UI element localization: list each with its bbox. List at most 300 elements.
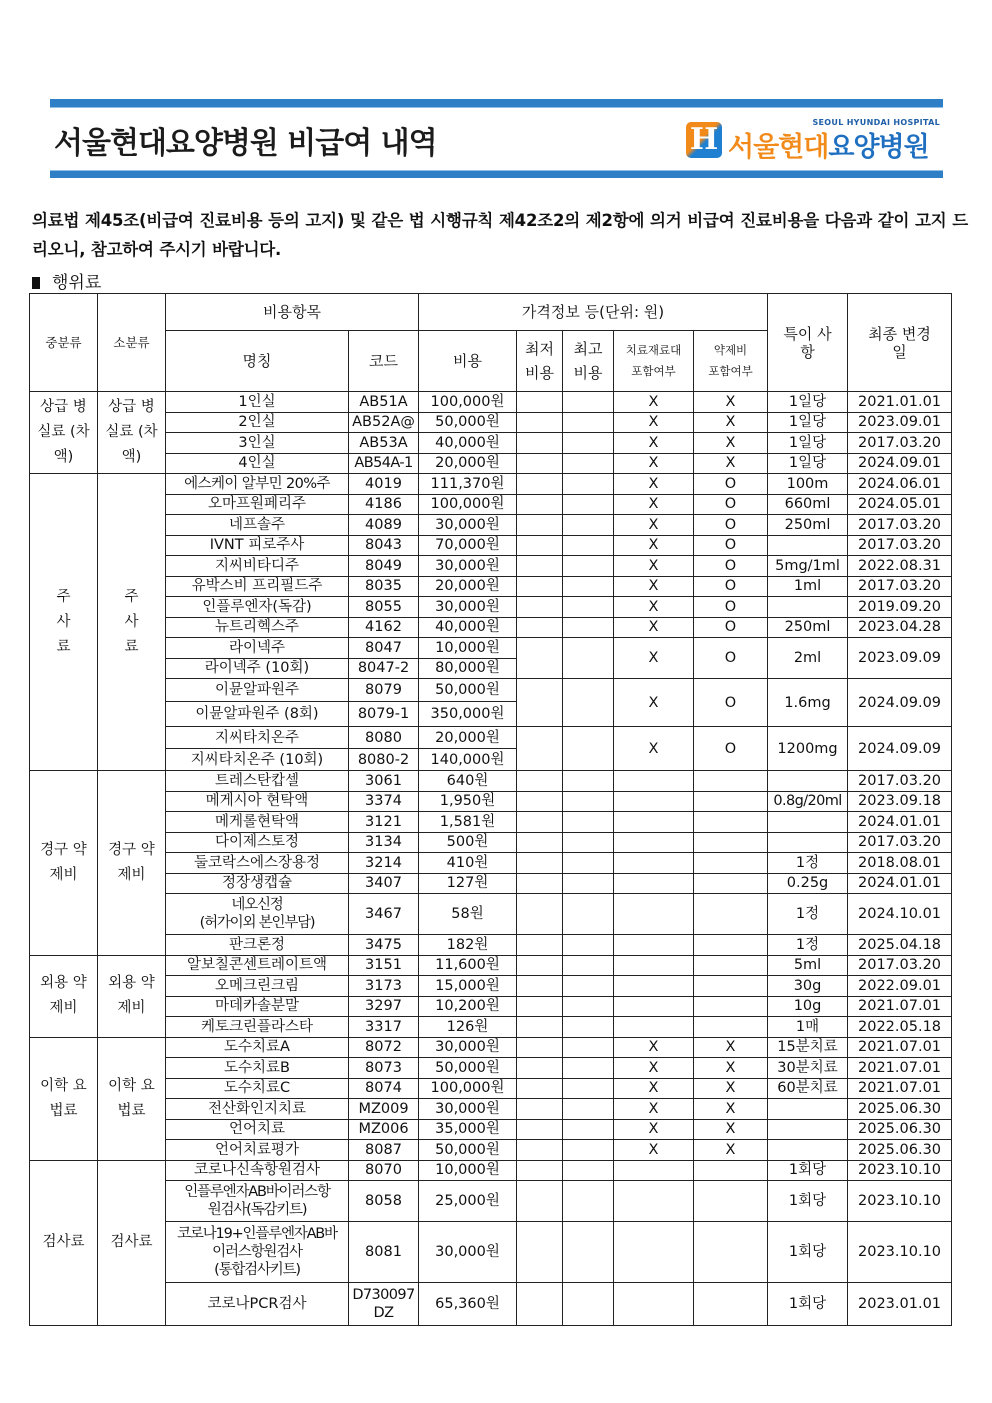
- special-note-cell: 660ml: [768, 494, 848, 515]
- item-name-cell: 도수치료A: [166, 1037, 349, 1058]
- max-cost-cell: [563, 556, 614, 577]
- updated-date-cell: 2023.09.18: [848, 791, 952, 812]
- drug-included-cell: X: [694, 1037, 768, 1058]
- special-note-cell: 250ml: [768, 515, 848, 536]
- drug-included-cell: X: [694, 1058, 768, 1079]
- table-row: [30, 1222, 952, 1283]
- max-cost-cell: [563, 1037, 614, 1058]
- item-cost-cell: 30,000원: [419, 597, 517, 618]
- min-cost-cell: [517, 535, 563, 556]
- item-name-cell: 에스케이 알부민 20%주: [166, 474, 349, 495]
- max-cost-cell: [563, 576, 614, 597]
- material-included-cell: [614, 1283, 694, 1326]
- item-code-cell: MZ009: [349, 1099, 419, 1120]
- max-cost-cell: [563, 453, 614, 474]
- item-cost-cell: 20,000원: [419, 453, 517, 474]
- special-note-cell: 1.6mg: [768, 679, 848, 727]
- item-name-cell: 다이제스토정: [166, 832, 349, 853]
- special-note-cell: 1ml: [768, 576, 848, 597]
- item-code-cell: 8049: [349, 556, 419, 577]
- item-code-cell: MZ006: [349, 1119, 419, 1140]
- table-row: [30, 474, 952, 495]
- max-cost-cell: [563, 617, 614, 638]
- drug-included-cell: [694, 873, 768, 894]
- minor-category-cell: 이학 요법료: [98, 1037, 166, 1160]
- special-note-cell: 1회당: [768, 1181, 848, 1222]
- min-cost-cell: [517, 1181, 563, 1222]
- updated-date-cell: 2022.08.31: [848, 556, 952, 577]
- min-cost-cell: [517, 1078, 563, 1099]
- updated-date-cell: 2023.09.01: [848, 412, 952, 433]
- col-header-name: 명칭: [166, 331, 349, 392]
- special-note-cell: 2ml: [768, 638, 848, 679]
- item-code-cell: 3317: [349, 1017, 419, 1038]
- special-note-cell: 5mg/1ml: [768, 556, 848, 577]
- table-row: [30, 638, 952, 659]
- table-row: [30, 996, 952, 1017]
- item-name-cell: 오메크린크림: [166, 976, 349, 997]
- updated-date-cell: 2024.09.09: [848, 727, 952, 771]
- special-note-cell: 1일당: [768, 412, 848, 433]
- material-included-cell: X: [614, 1140, 694, 1161]
- minor-category-cell: 상급 병실료 (차액): [98, 392, 166, 474]
- item-code-cell: 3121: [349, 812, 419, 833]
- max-cost-cell: [563, 812, 614, 833]
- drug-included-cell: [694, 771, 768, 792]
- min-cost-cell: [517, 1160, 563, 1181]
- item-name-cell: 도수치료C: [166, 1078, 349, 1099]
- drug-included-cell: [694, 791, 768, 812]
- table-row: [30, 727, 952, 749]
- logo-english-name: SEOUL HYUNDAI HOSPITAL: [812, 118, 940, 127]
- notice-paragraph: 의료법 제45조(비급여 진료비용 등의 고지) 및 같은 법 시행규칙 제42조2의 제2항에 의거 비급여 진료비용을 다음과 같이 고지 드리오니, 참고하여 주시기 바랍니다.: [32, 211, 968, 259]
- material-included-cell: X: [614, 1078, 694, 1099]
- drug-included-cell: [694, 1181, 768, 1222]
- updated-date-cell: 2021.07.01: [848, 1058, 952, 1079]
- item-cost-cell: 50,000원: [419, 1140, 517, 1161]
- special-note-cell: [768, 771, 848, 792]
- min-cost-cell: [517, 873, 563, 894]
- max-cost-cell: [563, 976, 614, 997]
- item-code-cell: 4186: [349, 494, 419, 515]
- updated-date-cell: 2017.03.20: [848, 832, 952, 853]
- special-note-cell: 0.25g: [768, 873, 848, 894]
- item-code-cell: 3134: [349, 832, 419, 853]
- item-name-cell: 인플루엔자(독감): [166, 597, 349, 618]
- item-name-cell: 지씨타치온주 (10회): [166, 749, 349, 771]
- item-cost-cell: 15,000원: [419, 976, 517, 997]
- material-included-cell: [614, 832, 694, 853]
- item-cost-cell: 30,000원: [419, 1037, 517, 1058]
- special-note-cell: 0.8g/20ml: [768, 791, 848, 812]
- item-code-cell: 8047-2: [349, 658, 419, 679]
- col-header-drug-incl: 약제비 포함여부: [694, 331, 768, 392]
- drug-included-cell: [694, 853, 768, 874]
- item-cost-cell: 80,000원: [419, 658, 517, 679]
- item-code-cell: 8070: [349, 1160, 419, 1181]
- major-category-cell: 주 사 료: [30, 474, 98, 771]
- item-cost-cell: 70,000원: [419, 535, 517, 556]
- material-included-cell: X: [614, 494, 694, 515]
- material-included-cell: X: [614, 1058, 694, 1079]
- min-cost-cell: [517, 812, 563, 833]
- min-cost-cell: [517, 976, 563, 997]
- material-included-cell: [614, 1181, 694, 1222]
- material-included-cell: [614, 935, 694, 956]
- drug-included-cell: [694, 976, 768, 997]
- updated-date-cell: 2024.09.09: [848, 679, 952, 727]
- special-note-cell: [768, 812, 848, 833]
- updated-date-cell: 2024.10.01: [848, 894, 952, 935]
- max-cost-cell: [563, 996, 614, 1017]
- special-note-cell: [768, 832, 848, 853]
- item-name-cell: 정장생캡슐: [166, 873, 349, 894]
- item-code-cell: 4089: [349, 515, 419, 536]
- item-code-cell: 3214: [349, 853, 419, 874]
- min-cost-cell: [517, 679, 563, 727]
- drug-included-cell: O: [694, 638, 768, 679]
- col-header-min-cost: 최저 비용: [517, 331, 563, 392]
- col-header-updated: 최종 변경일: [848, 294, 952, 392]
- item-cost-cell: 40,000원: [419, 433, 517, 454]
- updated-date-cell: 2025.06.30: [848, 1119, 952, 1140]
- item-code-cell: 4162: [349, 617, 419, 638]
- drug-included-cell: O: [694, 597, 768, 618]
- updated-date-cell: 2023.10.10: [848, 1160, 952, 1181]
- drug-included-cell: X: [694, 433, 768, 454]
- min-cost-cell: [517, 392, 563, 413]
- special-note-cell: 5ml: [768, 955, 848, 976]
- min-cost-cell: [517, 638, 563, 679]
- item-cost-cell: 100,000원: [419, 1078, 517, 1099]
- item-cost-cell: 1,581원: [419, 812, 517, 833]
- min-cost-cell: [517, 433, 563, 454]
- logo-korean-name: [728, 125, 929, 164]
- drug-included-cell: X: [694, 453, 768, 474]
- item-cost-cell: 126원: [419, 1017, 517, 1038]
- material-included-cell: X: [614, 597, 694, 618]
- item-name-cell: 코로나19+인플루엔자AB바 이러스항원검사 (통합검사키트): [166, 1222, 349, 1283]
- drug-included-cell: O: [694, 576, 768, 597]
- max-cost-cell: [563, 771, 614, 792]
- max-cost-cell: [563, 832, 614, 853]
- drug-included-cell: X: [694, 1078, 768, 1099]
- item-name-cell: 전산화인지치료: [166, 1099, 349, 1120]
- material-included-cell: [614, 791, 694, 812]
- special-note-cell: 30분치료: [768, 1058, 848, 1079]
- min-cost-cell: [517, 556, 563, 577]
- item-name-cell: 언어치료평가: [166, 1140, 349, 1161]
- updated-date-cell: 2021.01.01: [848, 392, 952, 413]
- updated-date-cell: 2017.03.20: [848, 515, 952, 536]
- item-name-cell: IVNT 피로주사: [166, 535, 349, 556]
- updated-date-cell: 2019.09.20: [848, 597, 952, 618]
- item-cost-cell: 350,000원: [419, 702, 517, 727]
- material-included-cell: X: [614, 556, 694, 577]
- drug-included-cell: X: [694, 412, 768, 433]
- min-cost-cell: [517, 1099, 563, 1120]
- min-cost-cell: [517, 515, 563, 536]
- updated-date-cell: 2023.04.28: [848, 617, 952, 638]
- item-name-cell: 트레스탄캅셀: [166, 771, 349, 792]
- item-name-cell: 2인실: [166, 412, 349, 433]
- updated-date-cell: 2022.05.18: [848, 1017, 952, 1038]
- updated-date-cell: 2023.01.01: [848, 1283, 952, 1326]
- minor-category-cell: 주 사 료: [98, 474, 166, 771]
- table-row: [30, 976, 952, 997]
- material-included-cell: [614, 1160, 694, 1181]
- item-code-cell: 8073: [349, 1058, 419, 1079]
- fee-table-body: [30, 392, 952, 1326]
- section-title: 행위료: [52, 273, 102, 293]
- table-row: [30, 679, 952, 702]
- updated-date-cell: 2021.07.01: [848, 1037, 952, 1058]
- item-name-cell: 판크론정: [166, 935, 349, 956]
- min-cost-cell: [517, 1140, 563, 1161]
- drug-included-cell: [694, 894, 768, 935]
- special-note-cell: 15분치료: [768, 1037, 848, 1058]
- item-cost-cell: 30,000원: [419, 1099, 517, 1120]
- table-row: [30, 515, 952, 536]
- special-note-cell: 1정: [768, 935, 848, 956]
- table-row: [30, 1119, 952, 1140]
- item-name-cell: 4인실: [166, 453, 349, 474]
- item-name-cell: 3인실: [166, 433, 349, 454]
- updated-date-cell: 2017.03.20: [848, 576, 952, 597]
- material-included-cell: X: [614, 474, 694, 495]
- special-note-cell: [768, 597, 848, 618]
- item-name-cell: 네프솔주: [166, 515, 349, 536]
- item-code-cell: 8072: [349, 1037, 419, 1058]
- drug-included-cell: [694, 996, 768, 1017]
- min-cost-cell: [517, 727, 563, 771]
- table-row: [30, 955, 952, 976]
- item-cost-cell: 35,000원: [419, 1119, 517, 1140]
- table-row: [30, 1078, 952, 1099]
- material-included-cell: X: [614, 412, 694, 433]
- updated-date-cell: 2023.09.09: [848, 638, 952, 679]
- col-header-code: 코드: [349, 331, 419, 392]
- drug-included-cell: O: [694, 727, 768, 771]
- max-cost-cell: [563, 679, 614, 727]
- material-included-cell: [614, 853, 694, 874]
- item-code-cell: 3374: [349, 791, 419, 812]
- table-row: [30, 433, 952, 454]
- col-header-price-info: 가격정보 등(단위: 원): [419, 294, 768, 331]
- material-included-cell: [614, 955, 694, 976]
- min-cost-cell: [517, 894, 563, 935]
- table-row: [30, 812, 952, 833]
- table-row: [30, 873, 952, 894]
- drug-included-cell: O: [694, 474, 768, 495]
- special-note-cell: 60분치료: [768, 1078, 848, 1099]
- table-row: [30, 494, 952, 515]
- min-cost-cell: [517, 935, 563, 956]
- item-name-cell: 네오신정 (허가이외 본인부담): [166, 894, 349, 935]
- material-included-cell: [614, 873, 694, 894]
- drug-included-cell: [694, 1222, 768, 1283]
- drug-included-cell: [694, 832, 768, 853]
- updated-date-cell: 2025.04.18: [848, 935, 952, 956]
- item-cost-cell: 111,370원: [419, 474, 517, 495]
- material-included-cell: X: [614, 535, 694, 556]
- max-cost-cell: [563, 935, 614, 956]
- max-cost-cell: [563, 853, 614, 874]
- max-cost-cell: [563, 791, 614, 812]
- table-row: [30, 576, 952, 597]
- item-cost-cell: 410원: [419, 853, 517, 874]
- item-code-cell: AB52A@: [349, 412, 419, 433]
- item-name-cell: 이뮨알파원주 (8회): [166, 702, 349, 727]
- table-row: [30, 597, 952, 618]
- min-cost-cell: [517, 576, 563, 597]
- major-category-cell: 상급 병실료 (차액): [30, 392, 98, 474]
- item-cost-cell: 25,000원: [419, 1181, 517, 1222]
- material-included-cell: X: [614, 433, 694, 454]
- item-cost-cell: 20,000원: [419, 727, 517, 749]
- logo-name-part2: 요양병원: [828, 132, 929, 163]
- item-cost-cell: 30,000원: [419, 515, 517, 536]
- updated-date-cell: 2025.06.30: [848, 1099, 952, 1120]
- updated-date-cell: 2024.01.01: [848, 812, 952, 833]
- material-included-cell: X: [614, 515, 694, 536]
- item-cost-cell: 140,000원: [419, 749, 517, 771]
- special-note-cell: 1정: [768, 894, 848, 935]
- item-cost-cell: 100,000원: [419, 392, 517, 413]
- item-name-cell: 유박스비 프리필드주: [166, 576, 349, 597]
- special-note-cell: 1정: [768, 853, 848, 874]
- special-note-cell: 1회당: [768, 1283, 848, 1326]
- updated-date-cell: 2021.07.01: [848, 996, 952, 1017]
- item-cost-cell: 100,000원: [419, 494, 517, 515]
- updated-date-cell: 2018.08.01: [848, 853, 952, 874]
- item-cost-cell: 11,600원: [419, 955, 517, 976]
- min-cost-cell: [517, 791, 563, 812]
- table-row: [30, 894, 952, 935]
- max-cost-cell: [563, 433, 614, 454]
- min-cost-cell: [517, 955, 563, 976]
- drug-included-cell: O: [694, 556, 768, 577]
- material-included-cell: X: [614, 727, 694, 771]
- drug-included-cell: X: [694, 1140, 768, 1161]
- updated-date-cell: 2023.10.10: [848, 1181, 952, 1222]
- item-cost-cell: 30,000원: [419, 1222, 517, 1283]
- drug-included-cell: O: [694, 494, 768, 515]
- item-name-cell: 이뮨알파원주: [166, 679, 349, 702]
- drug-included-cell: [694, 1160, 768, 1181]
- special-note-cell: 1일당: [768, 433, 848, 454]
- item-name-cell: 알보칠콘센트레이트액: [166, 955, 349, 976]
- item-name-cell: 라이넥주: [166, 638, 349, 659]
- min-cost-cell: [517, 832, 563, 853]
- table-row: [30, 935, 952, 956]
- col-header-major: 중분류: [30, 294, 98, 392]
- table-row: [30, 1160, 952, 1181]
- table-row: [30, 832, 952, 853]
- item-code-cell: 3173: [349, 976, 419, 997]
- special-note-cell: 250ml: [768, 617, 848, 638]
- table-row: [30, 1181, 952, 1222]
- min-cost-cell: [517, 1283, 563, 1326]
- material-included-cell: [614, 1017, 694, 1038]
- item-cost-cell: 40,000원: [419, 617, 517, 638]
- hospital-logo: [686, 118, 942, 162]
- item-code-cell: D730097 DZ: [349, 1283, 419, 1326]
- header-top-rule-accent: [50, 107, 943, 108]
- special-note-cell: 10g: [768, 996, 848, 1017]
- item-name-cell: 언어치료: [166, 1119, 349, 1140]
- drug-included-cell: O: [694, 617, 768, 638]
- item-code-cell: 8080: [349, 727, 419, 749]
- table-row: [30, 1099, 952, 1120]
- item-name-cell: 마데카솔분말: [166, 996, 349, 1017]
- item-code-cell: AB53A: [349, 433, 419, 454]
- section-heading: [32, 268, 101, 293]
- logo-name-part1: 서울현대: [728, 132, 829, 163]
- min-cost-cell: [517, 494, 563, 515]
- max-cost-cell: [563, 638, 614, 679]
- updated-date-cell: 2024.05.01: [848, 494, 952, 515]
- item-code-cell: 8079: [349, 679, 419, 702]
- item-code-cell: 8043: [349, 535, 419, 556]
- item-cost-cell: 182원: [419, 935, 517, 956]
- item-code-cell: 8074: [349, 1078, 419, 1099]
- min-cost-cell: [517, 1222, 563, 1283]
- updated-date-cell: 2017.03.20: [848, 955, 952, 976]
- item-code-cell: 3475: [349, 935, 419, 956]
- item-name-cell: 라이넥주 (10회): [166, 658, 349, 679]
- logo-h-mark: H: [686, 122, 722, 158]
- header-top-rule: [50, 99, 943, 107]
- item-code-cell: 3467: [349, 894, 419, 935]
- updated-date-cell: 2024.06.01: [848, 474, 952, 495]
- item-cost-cell: 30,000원: [419, 556, 517, 577]
- item-code-cell: 3061: [349, 771, 419, 792]
- min-cost-cell: [517, 1058, 563, 1079]
- max-cost-cell: [563, 1017, 614, 1038]
- item-cost-cell: 58원: [419, 894, 517, 935]
- item-name-cell: 인플루엔자AB바이러스항 원검사(독감키트): [166, 1181, 349, 1222]
- material-included-cell: X: [614, 1099, 694, 1120]
- special-note-cell: 1회당: [768, 1160, 848, 1181]
- col-header-minor: 소분류: [98, 294, 166, 392]
- min-cost-cell: [517, 617, 563, 638]
- min-cost-cell: [517, 597, 563, 618]
- special-note-cell: [768, 1119, 848, 1140]
- item-name-cell: 코로나PCR검사: [166, 1283, 349, 1326]
- special-note-cell: [768, 1099, 848, 1120]
- drug-included-cell: O: [694, 515, 768, 536]
- max-cost-cell: [563, 1283, 614, 1326]
- special-note-cell: 1일당: [768, 453, 848, 474]
- table-row: [30, 392, 952, 413]
- material-included-cell: [614, 771, 694, 792]
- item-cost-cell: 10,000원: [419, 1160, 517, 1181]
- item-code-cell: 3407: [349, 873, 419, 894]
- max-cost-cell: [563, 412, 614, 433]
- table-row: [30, 556, 952, 577]
- table-row: [30, 453, 952, 474]
- drug-included-cell: [694, 812, 768, 833]
- updated-date-cell: 2021.07.01: [848, 1078, 952, 1099]
- item-cost-cell: 640원: [419, 771, 517, 792]
- item-cost-cell: 20,000원: [419, 576, 517, 597]
- table-row: [30, 771, 952, 792]
- special-note-cell: 1일당: [768, 392, 848, 413]
- material-included-cell: X: [614, 392, 694, 413]
- drug-included-cell: [694, 935, 768, 956]
- square-bullet-icon: [32, 277, 40, 289]
